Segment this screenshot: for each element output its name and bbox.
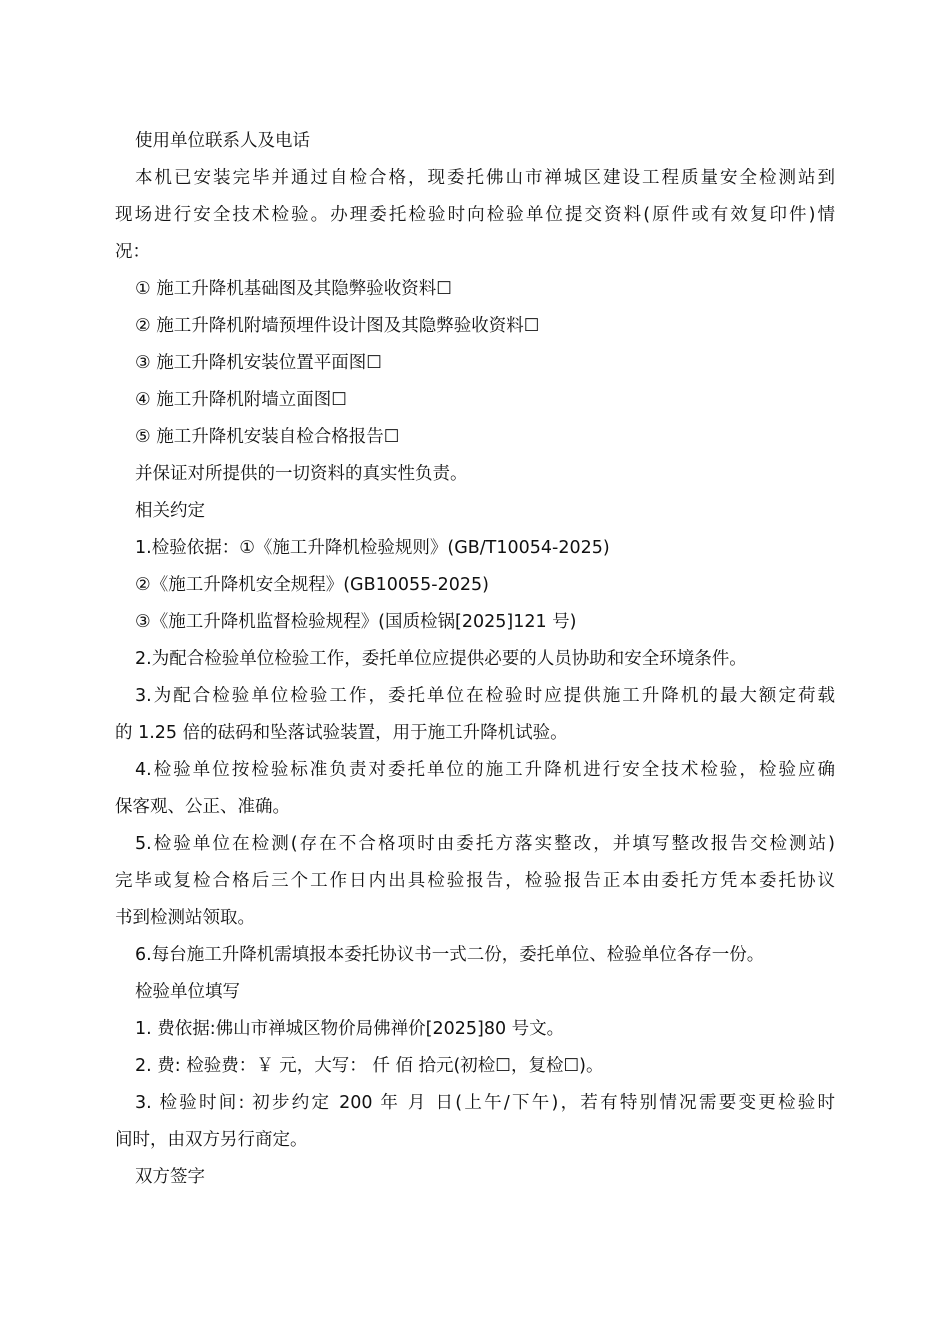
text-line: 3.为配合检验单位检验工作，委托单位在检验时应提供施工升降机的最大额定荷载 <box>135 686 835 706</box>
text-line: 本机已安装完毕并通过自检合格，现委托佛山市禅城区建设工程质量安全检测站到 <box>135 168 835 188</box>
text-line: 检验单位填写 <box>135 982 240 1002</box>
text-line: 并保证对所提供的一切资料的真实性负责。 <box>135 464 468 484</box>
text-line: 5.检验单位在检测(存在不合格项时由委托方落实整改，并填写整改报告交检测站) <box>135 834 835 854</box>
text-line: 保客观、公正、准确。 <box>115 797 290 817</box>
text-line: ⑤ 施工升降机安装自检合格报告☐ <box>135 427 400 447</box>
text-line: 的 1.25 倍的砝码和坠落试验装置，用于施工升降机试验。 <box>115 723 568 743</box>
text-line: 4.检验单位按检验标准负责对委托单位的施工升降机进行安全技术检验，检验应确 <box>135 760 835 780</box>
text-line: 况： <box>115 242 150 262</box>
text-line: 3. 检验时间: 初步约定 200 年 月 日(上午/下午)，若有特别情况需要变更检验时 <box>135 1093 835 1113</box>
text-line: ④ 施工升降机附墙立面图☐ <box>135 390 347 410</box>
text-line: 1.检验依据：①《施工升降机检验规则》(GB/T10054-2025) <box>135 538 610 558</box>
text-line: 相关约定 <box>135 501 205 521</box>
text-line: ① 施工升降机基础图及其隐弊验收资料☐ <box>135 279 452 299</box>
text-line: 现场进行安全技术检验。办理委托检验时向检验单位提交资料(原件或有效复印件)情 <box>115 205 835 225</box>
document-body <box>115 123 835 1196</box>
text-line: ② 施工升降机附墙预埋件设计图及其隐弊验收资料☐ <box>135 316 540 336</box>
text-line: ③ 施工升降机安装位置平面图☐ <box>135 353 382 373</box>
text-line: ②《施工升降机安全规程》(GB10055-2025) <box>135 575 489 595</box>
text-line: 1. 费依据:佛山市禅城区物价局佛禅价[2025]80 号文。 <box>135 1019 565 1039</box>
text-line: 间时，由双方另行商定。 <box>115 1130 308 1150</box>
text-line: 书到检测站领取。 <box>115 908 255 928</box>
text-line: 6.每台施工升降机需填报本委托协议书一式二份，委托单位、检验单位各存一份。 <box>135 945 765 965</box>
text-line: 双方签字 <box>135 1167 205 1187</box>
text-line: 完毕或复检合格后三个工作日内出具检验报告，检验报告正本由委托方凭本委托协议 <box>115 871 835 891</box>
text-line: 2. 费: 检验费：￥ 元，大写： 仟 佰 拾元(初检☐，复检☐)。 <box>135 1056 604 1076</box>
text-line: ③《施工升降机监督检验规程》(国质检锅[2025]121 号) <box>135 612 577 632</box>
text-line: 2.为配合检验单位检验工作，委托单位应提供必要的人员协助和安全环境条件。 <box>135 649 747 669</box>
text-line: 使用单位联系人及电话 <box>135 131 310 151</box>
